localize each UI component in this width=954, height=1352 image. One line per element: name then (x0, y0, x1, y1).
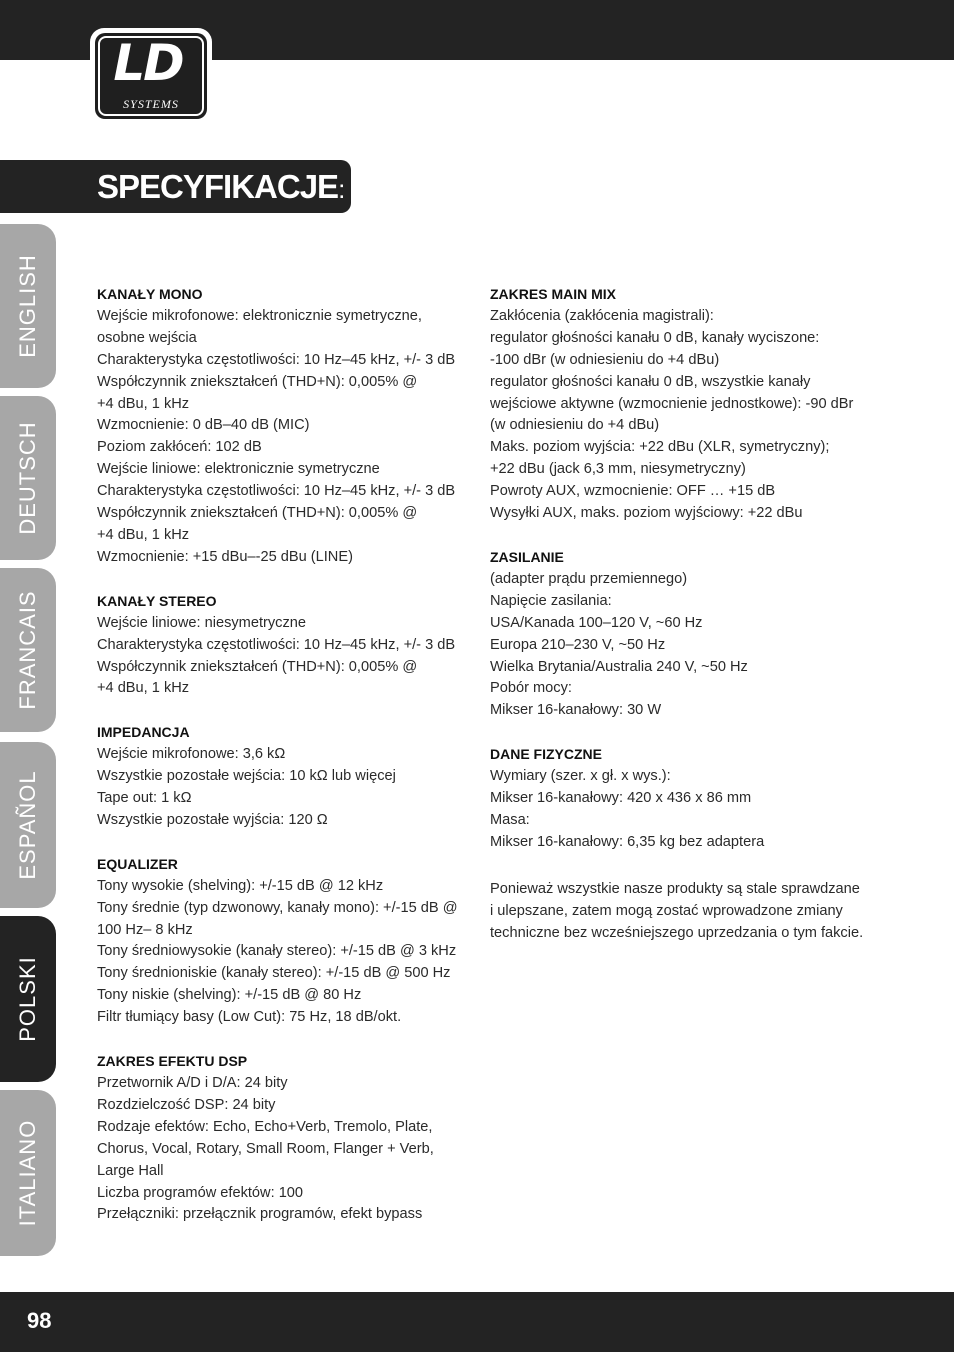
section-heading: ZASILANIE (490, 548, 564, 565)
spec-line: Filtr tłumiący basy (Low Cut): 75 Hz, 18 dB/okt. (97, 1009, 402, 1026)
spec-line: Współczynnik zniekształceń (THD+N): 0,005% @ (97, 658, 418, 675)
spec-line: Rodzaje efektów: Echo, Echo+Verb, Tremolo, Plate, (97, 1118, 433, 1135)
spec-line: +4 dBu, 1 kHz (97, 395, 190, 412)
spec-line: Tony średniowysokie (kanały stereo): +/-15 dB @ 3 kHz (97, 943, 457, 960)
spec-line: Charakterystyka częstotliwości: 10 Hz–45 kHz, +/- 3 dB (97, 636, 456, 653)
left-column (97, 284, 477, 1226)
spec-line: (adapter prądu przemiennego) (490, 570, 688, 587)
spec-line: Napięcie zasilania: (490, 592, 612, 609)
ld-systems-logo (90, 28, 212, 124)
spec-line: 100 Hz– 8 kHz (97, 921, 193, 938)
spec-line: Wymiary (szer. x gł. x wys.): (490, 768, 671, 785)
spec-line: Wszystkie pozostałe wyjścia: 120 Ω (97, 811, 328, 828)
spec-line: Wzmocnienie: +15 dBu–-25 dBu (LINE) (97, 548, 353, 565)
tab-label: DEUTSCH (15, 421, 40, 535)
spec-line: Tony wysokie (shelving): +/-15 dB @ 12 kHz (97, 877, 384, 894)
spec-line: Wysyłki AUX, maks. poziom wyjściowy: +22 dBu (490, 505, 803, 522)
spec-line: Masa: (490, 811, 530, 828)
spec-line: -100 dBr (w odniesieniu do +4 dBu) (490, 351, 720, 368)
spec-line: Wejście mikrofonowe: elektronicznie symetryczne, (97, 307, 422, 324)
tab-label: ITALIANO (15, 1119, 40, 1227)
spec-line: Wielka Brytania/Australia 240 V, ~50 Hz (490, 658, 748, 675)
tab-polski[interactable] (0, 916, 56, 1082)
spec-line: regulator głośności kanału 0 dB, kanały wyciszone: (490, 329, 820, 346)
spec-line: Przetwornik A/D i D/A: 24 bity (97, 1075, 288, 1091)
spec-line: Tape out: 1 kΩ (97, 790, 192, 807)
section-heading: IMPEDANCJA (97, 724, 190, 741)
spec-line: +22 dBu (jack 6,3 mm, niesymetryczny) (490, 461, 746, 478)
section-heading: ZAKRES EFEKTU DSP (97, 1053, 248, 1070)
spec-line: Wejście mikrofonowe: 3,6 kΩ (97, 746, 286, 763)
section-heading: DANE FIZYCZNE (490, 746, 602, 763)
spec-line: Poziom zakłóceń: 102 dB (97, 439, 262, 456)
page-title: SPECYFIKACJE: (97, 168, 345, 205)
spec-line: Wejście liniowe: elektronicznie symetryczne (97, 461, 380, 478)
spec-line: wejściowe aktywne (wzmocnienie jednostkowe): -90 dBr (490, 395, 854, 412)
note-line: i ulepszane, zatem mogą zostać wprowadzone zmiany (490, 902, 843, 919)
section-heading: EQUALIZER (97, 855, 178, 872)
tab-label: FRANCAIS (15, 590, 40, 710)
spec-line: Wzmocnienie: 0 dB–40 dB (MIC) (97, 417, 310, 434)
tab-francais[interactable] (0, 568, 56, 732)
note-line: Ponieważ wszystkie nasze produkty są stale sprawdzane (490, 880, 860, 897)
tab-english[interactable] (0, 224, 56, 388)
spec-line: Liczba programów efektów: 100 (97, 1184, 304, 1201)
tab-deutsch[interactable] (0, 396, 56, 560)
spec-line: Large Hall (97, 1162, 164, 1179)
spec-line: regulator głośności kanału 0 dB, wszystkie kanały (490, 373, 811, 390)
spec-line: Pobór mocy: (490, 680, 572, 697)
bottom-bar (0, 1292, 954, 1352)
tab-label: POLSKI (15, 956, 40, 1042)
logo-main-text: LD (113, 34, 183, 92)
section-heading: KANAŁY STEREO (97, 592, 217, 609)
note-line: techniczne bez wcześniejszego uprzedzania o tym fakcie. (490, 924, 864, 941)
spec-line: (w odniesieniu do +4 dBu) (490, 417, 660, 434)
spec-line: Zakłócenia (zakłócenia magistrali): (490, 307, 714, 324)
spec-line: Mikser 16-kanałowy: 6,35 kg bez adaptera (490, 833, 765, 850)
logo-sub-text: SYSTEMS (123, 97, 179, 111)
spec-line: +4 dBu, 1 kHz (97, 680, 190, 697)
spec-line: Charakterystyka częstotliwości: 10 Hz–45 kHz, +/- 3 dB (97, 351, 456, 368)
spec-line: Maks. poziom wyjścia: +22 dBu (XLR, symetryczny); (490, 439, 830, 456)
page-number: 98 (27, 1308, 52, 1333)
spec-line: Wszystkie pozostałe wejścia: 10 kΩ lub więcej (97, 768, 396, 785)
spec-line: osobne wejścia (97, 329, 197, 346)
spec-line: Mikser 16-kanałowy: 30 W (490, 702, 662, 719)
spec-line: Tony niskie (shelving): +/-15 dB @ 80 Hz (97, 987, 362, 1004)
spec-line: Mikser 16-kanałowy: 420 x 436 x 86 mm (490, 790, 752, 807)
tab-italiano[interactable] (0, 1090, 56, 1256)
spec-line: USA/Kanada 100–120 V, ~60 Hz (490, 614, 703, 631)
tab-label: ENGLISH (15, 254, 40, 358)
spec-line: Tony średnioniskie (kanały stereo): +/-15 dB @ 500 Hz (97, 965, 451, 982)
spec-line: Tony średnie (typ dzwonowy, kanały mono): +/-15 dB @ (97, 899, 458, 916)
spec-line: Rozdzielczość DSP: 24 bity (97, 1096, 276, 1113)
spec-line: Powroty AUX, wzmocnienie: OFF … +15 dB (490, 483, 776, 500)
spec-line: Charakterystyka częstotliwości: 10 Hz–45 kHz, +/- 3 dB (97, 483, 456, 500)
spec-line: Wejście liniowe: niesymetryczne (97, 614, 306, 631)
spec-line: Przełączniki: przełącznik programów, efekt bypass (97, 1206, 423, 1223)
section-heading: KANAŁY MONO (97, 286, 203, 302)
right-column (490, 284, 910, 944)
spec-line: Współczynnik zniekształceń (THD+N): 0,005% @ (97, 505, 418, 522)
spec-line: Europa 210–230 V, ~50 Hz (490, 636, 666, 653)
spec-line: +4 dBu, 1 kHz (97, 526, 190, 543)
tab-label: ESPAÑOL (15, 770, 40, 880)
section-heading: ZAKRES MAIN MIX (490, 286, 616, 302)
spec-line: Chorus, Vocal, Rotary, Small Room, Flanger + Verb, (97, 1140, 434, 1157)
tab-espanol[interactable] (0, 742, 56, 908)
spec-line: Współczynnik zniekształceń (THD+N): 0,005% @ (97, 373, 418, 390)
